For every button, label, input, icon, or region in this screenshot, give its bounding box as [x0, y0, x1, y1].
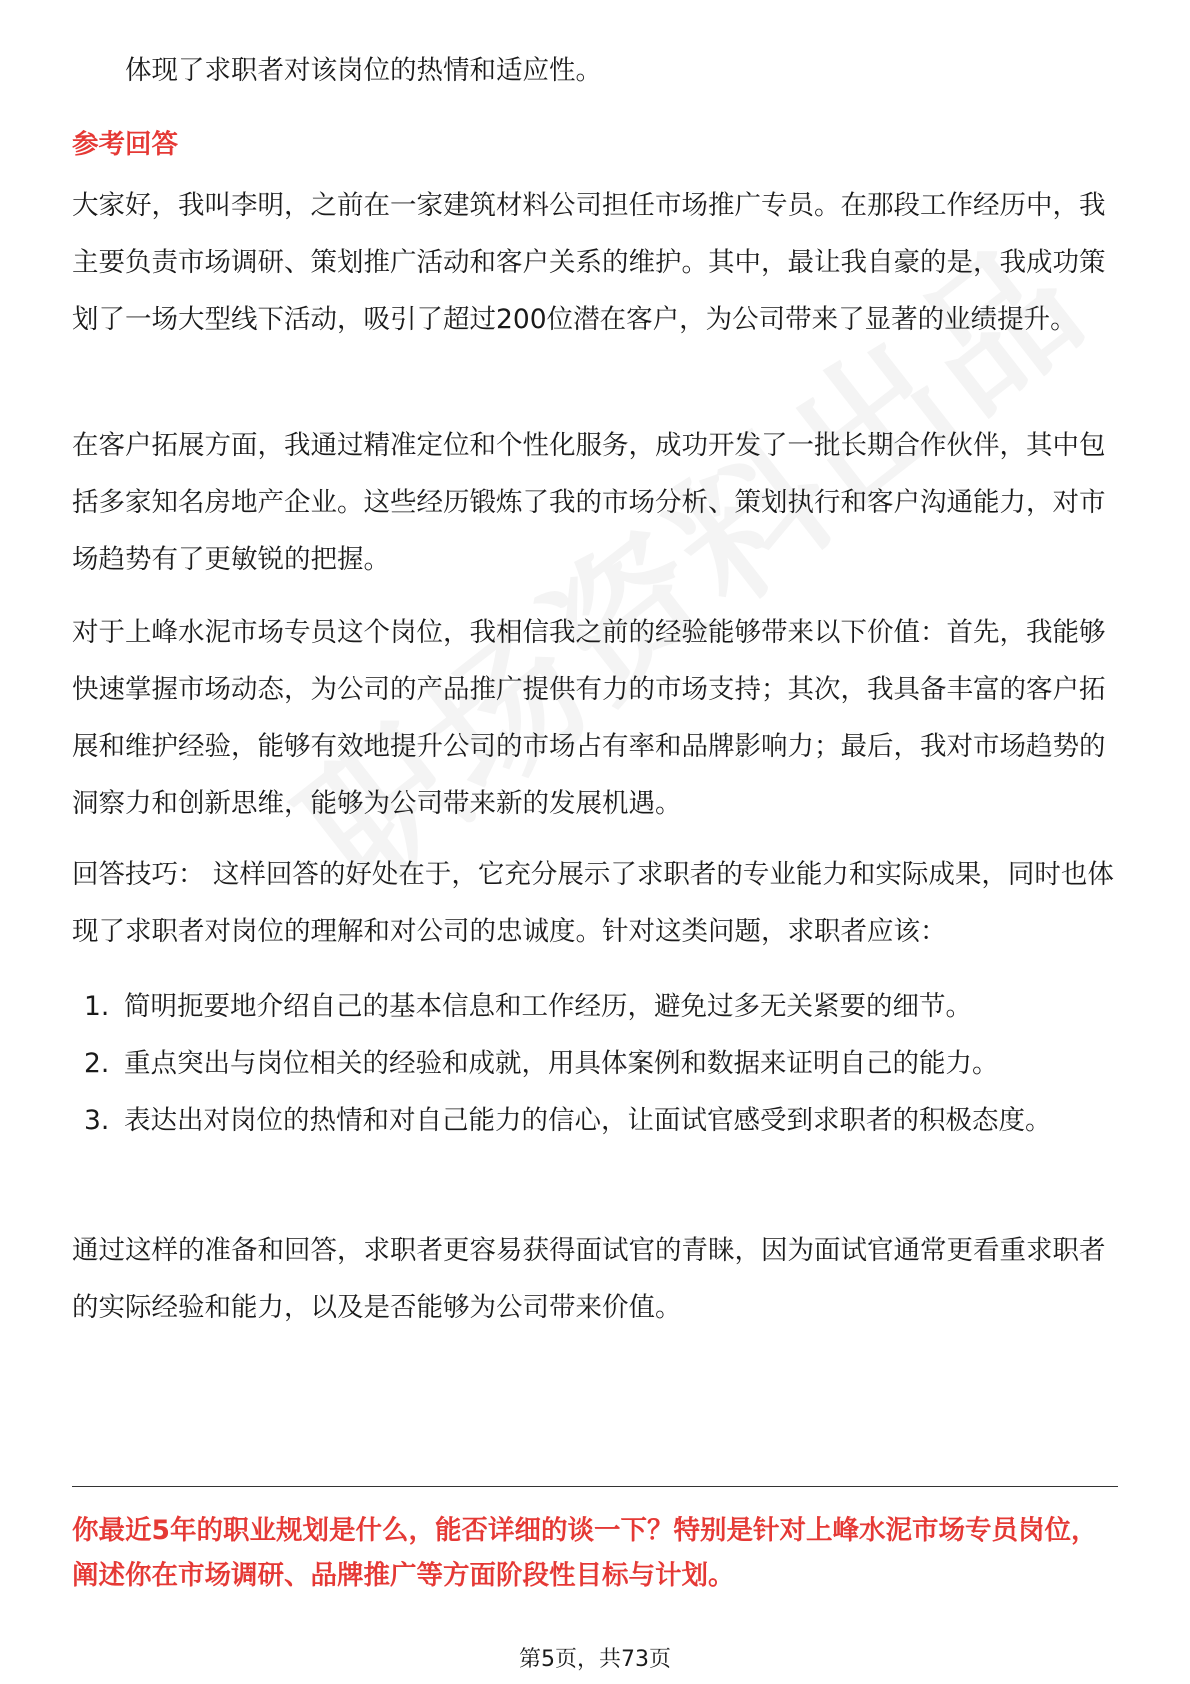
section-title: 参考回答	[72, 129, 178, 160]
answer-paragraph-2: 在客户拓展方面，我通过精准定位和个性化服务，成功开发了一批长期合作伙伴，其中包括多家知名房地产企业。这些经历锻炼了我的市场分析、策划执行和客户沟通能力，对市场趋势有了更敏锐的把握。	[72, 430, 1106, 575]
answer-paragraph-3: 对于上峰水泥市场专员这个岗位，我相信我之前的经验能够带来以下价值：首先，我能够快速掌握市场动态，为公司的产品推广提供有力的市场支持；其次，我具备丰富的客户拓展和维护经验，能够有效地提升公司的市场占有率和品牌影响力；最后，我对市场趋势的洞察力和创新思维，能够为公司带来新的发展机遇。	[72, 617, 1106, 819]
section-divider	[72, 1486, 1118, 1487]
list-item	[72, 1092, 1118, 1149]
tips-intro-paragraph: 回答技巧： 这样回答的好处在于，它充分展示了求职者的专业能力和实际成果，同时也体现了求职者对岗位的理解和对公司的忠诚度。针对这类问题，求职者应该：	[72, 859, 1114, 947]
list-item-text: 表达出对岗位的热情和对自己能力的信心，让面试官感受到求职者的积极态度。	[124, 1105, 1052, 1136]
list-item	[72, 978, 1118, 1035]
list-number: 1.	[84, 991, 110, 1022]
intro-tail-text: 体现了求职者对该岗位的热情和适应性。	[125, 55, 602, 86]
list-item-text: 简明扼要地介绍自己的基本信息和工作经历，避免过多无关紧要的细节。	[124, 991, 972, 1022]
answer-paragraph-1: 大家好，我叫李明，之前在一家建筑材料公司担任市场推广专员。在那段工作经历中，我主要负责市场调研、策划推广活动和客户关系的维护。其中，最让我自豪的是，我成功策划了一场大型线下活动，吸引了超过200位潜在客户，为公司带来了显著的业绩提升。	[72, 190, 1106, 335]
closing-paragraph: 通过这样的准备和回答，求职者更容易获得面试官的青睐，因为面试官通常更看重求职者的实际经验和能力，以及是否能够为公司带来价值。	[72, 1235, 1106, 1323]
list-item	[72, 1035, 1118, 1092]
list-number: 3.	[84, 1105, 110, 1136]
list-number: 2.	[84, 1048, 110, 1079]
tips-list	[72, 978, 1118, 1149]
page-footer: 第5页，共73页	[519, 1647, 671, 1672]
list-item-text: 重点突出与岗位相关的经验和成就，用具体案例和数据来证明自己的能力。	[124, 1048, 999, 1079]
next-question: 你最近5年的职业规划是什么，能否详细的谈一下？特别是针对上峰水泥市场专员岗位，阐述你在市场调研、品牌推广等方面阶段性目标与计划。	[72, 1515, 1098, 1591]
